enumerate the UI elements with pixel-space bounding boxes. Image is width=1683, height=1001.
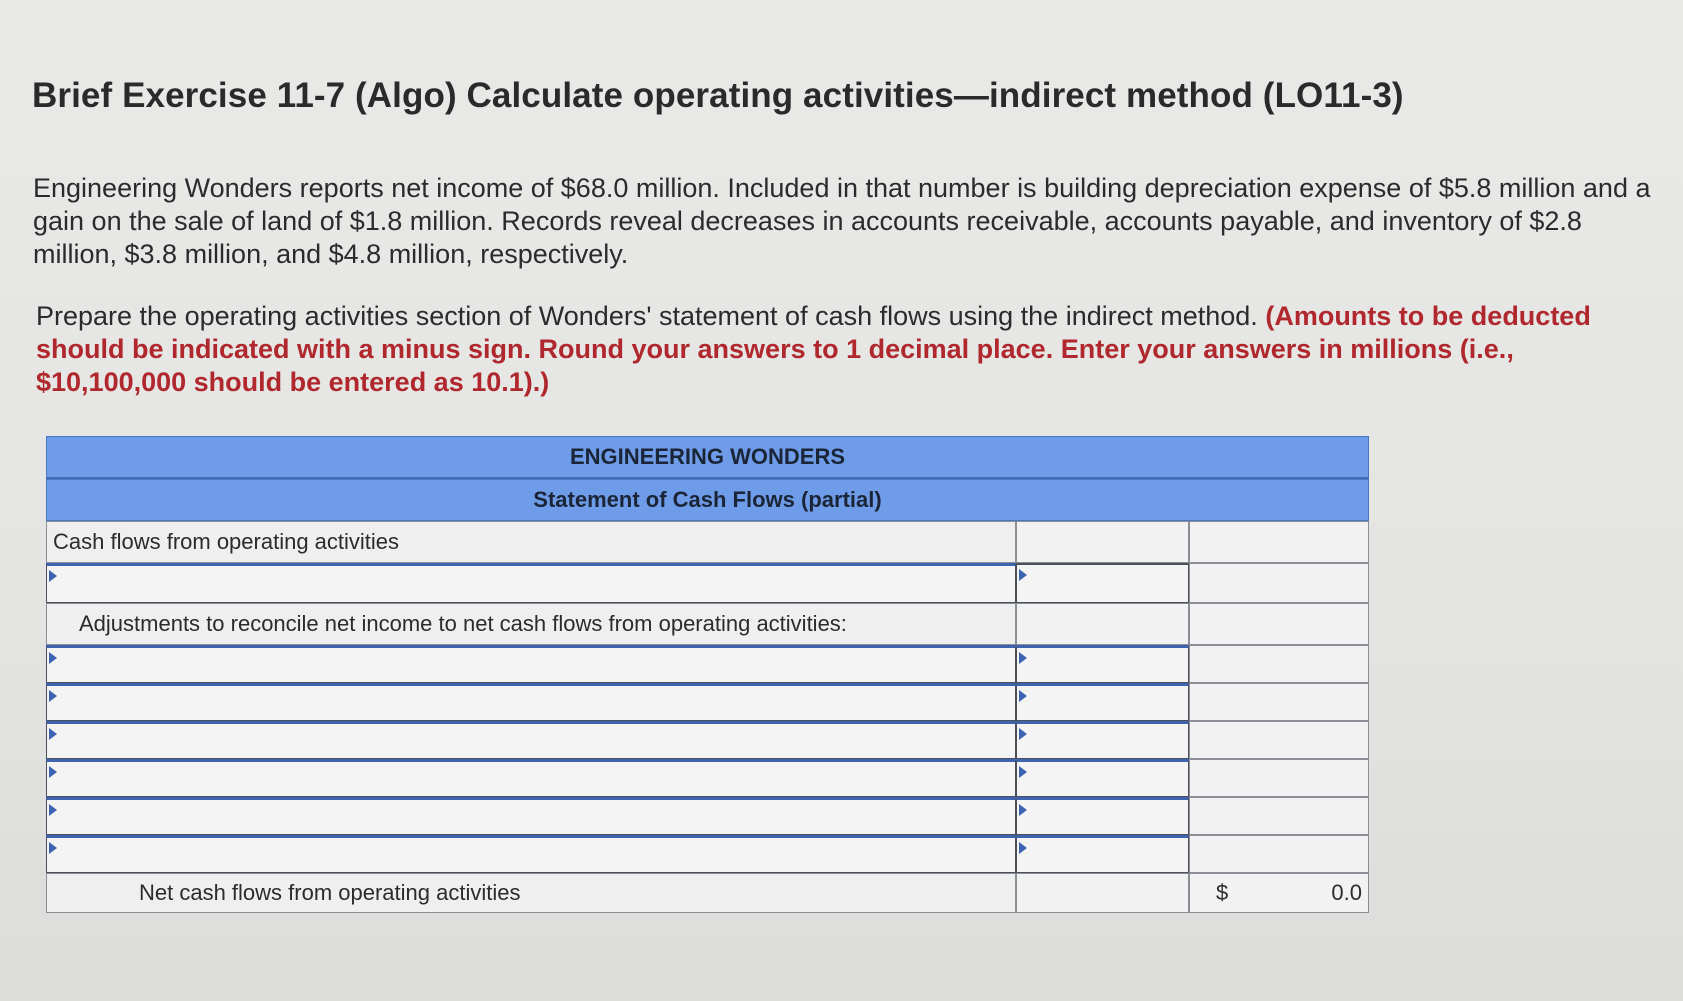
- adjustment-dropdown-6[interactable]: [46, 835, 1016, 873]
- line-item-amount-input[interactable]: [1016, 563, 1189, 603]
- adjustment-total-cell-6: [1189, 835, 1369, 873]
- table-row: [46, 835, 1369, 873]
- adjustment-dropdown-4[interactable]: [46, 759, 1016, 797]
- adjustment-dropdown-2[interactable]: [46, 683, 1016, 721]
- table-row: [46, 721, 1369, 759]
- total-value-cell: [1189, 873, 1369, 913]
- adjustment-amount-input-1[interactable]: [1016, 645, 1189, 683]
- section-amount-cell: [1016, 521, 1189, 563]
- line-item-dropdown[interactable]: [46, 563, 1016, 603]
- adjustment-total-cell-5: [1189, 797, 1369, 835]
- adjustment-dropdown-5[interactable]: [46, 797, 1016, 835]
- table-row: [46, 563, 1369, 603]
- exercise-title: Brief Exercise 11-7 (Algo) Calculate operating activities—indirect method (LO11-3): [32, 76, 1404, 115]
- total-currency: $: [1216, 880, 1229, 905]
- adjustment-amount-input-3[interactable]: [1016, 721, 1189, 759]
- adjustment-total-cell-3: [1189, 721, 1369, 759]
- section-total-cell: [1189, 521, 1369, 563]
- section-row: [46, 521, 1369, 563]
- cash-flow-statement: [46, 436, 1369, 913]
- adjustments-total-cell: [1189, 603, 1369, 645]
- adjustment-dropdown-3[interactable]: [46, 721, 1016, 759]
- adjustments-amount-cell: [1016, 603, 1189, 645]
- adjustment-total-cell-1: [1189, 645, 1369, 683]
- instructions-text: Prepare the operating activities section of Wonders' statement of cash flows using the indirect method.: [36, 301, 1258, 331]
- instructions-emphasis: (Amounts to be deducted should be indicated with a minus sign. Round your answers to 1 decimal place. Enter your answers in millions (i.e., $10,100,000 should be entered as 10.1).): [36, 301, 1591, 397]
- adjustment-dropdown-1[interactable]: [46, 645, 1016, 683]
- table-row: [46, 759, 1369, 797]
- total-label: Net cash flows from operating activities: [46, 873, 1016, 913]
- total-row: [46, 873, 1369, 913]
- adjustment-amount-input-2[interactable]: [1016, 683, 1189, 721]
- instructions: [36, 300, 1656, 399]
- adjustments-label: Adjustments to reconcile net income to net cash flows from operating activities:: [46, 603, 1016, 645]
- adjustment-amount-input-5[interactable]: [1016, 797, 1189, 835]
- table-row: [46, 683, 1369, 721]
- line-item-total-cell: [1189, 563, 1369, 603]
- section-label: Cash flows from operating activities: [46, 521, 1016, 563]
- adjustment-amount-input-4[interactable]: [1016, 759, 1189, 797]
- adjustment-total-cell-2: [1189, 683, 1369, 721]
- statement-company-header: ENGINEERING WONDERS: [46, 436, 1369, 479]
- adjustment-total-cell-4: [1189, 759, 1369, 797]
- total-value: 0.0: [1331, 880, 1362, 905]
- table-row: [46, 797, 1369, 835]
- total-amount-cell: [1016, 873, 1189, 913]
- statement-subtitle-header: Statement of Cash Flows (partial): [46, 479, 1369, 521]
- table-row: [46, 645, 1369, 683]
- adjustment-amount-input-6[interactable]: [1016, 835, 1189, 873]
- problem-text: Engineering Wonders reports net income of $68.0 million. Included in that number is building depreciation expense of $5.8 million and a gain on the sale of land of $1.8 million. Records reveal decreases in accounts receivable, accounts payable, and inventory of $2.8 million, $3.8 million, and $4.8 million, respectively.: [33, 173, 1651, 269]
- adjustments-row: [46, 603, 1369, 645]
